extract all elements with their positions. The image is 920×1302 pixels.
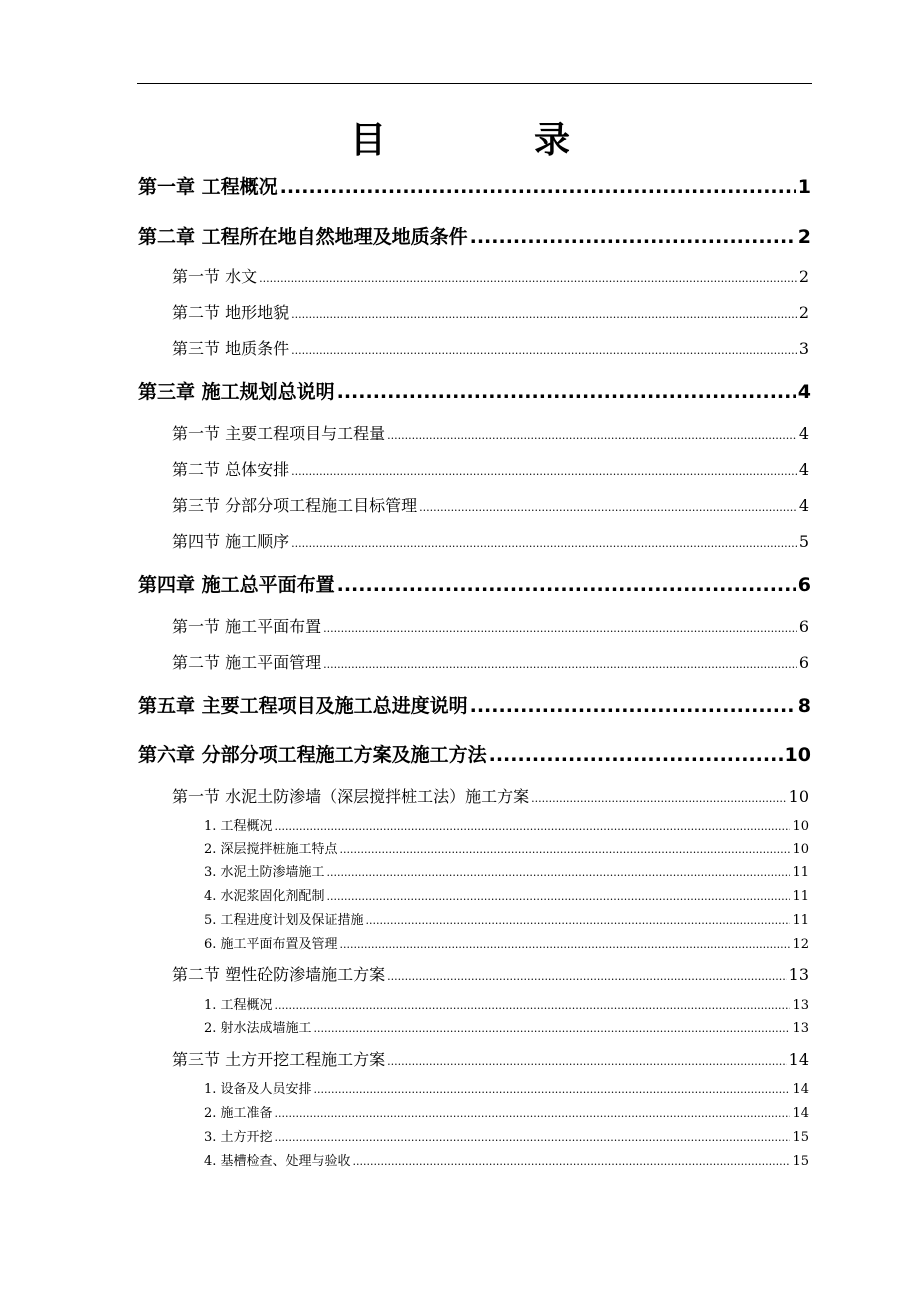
toc-page-number: 1 bbox=[797, 176, 811, 198]
toc-entry-label: 第二节 总体安排 bbox=[172, 460, 290, 479]
toc-entry-subsection[interactable] bbox=[204, 838, 809, 857]
header-rule bbox=[137, 83, 812, 84]
toc-page-number: 6 bbox=[798, 653, 809, 672]
toc-entry-subsection[interactable] bbox=[204, 1078, 809, 1097]
toc-entry-subsection[interactable] bbox=[204, 861, 809, 880]
toc-page-number: 13 bbox=[788, 965, 809, 984]
toc-entry-label: 1. 工程概况 bbox=[204, 819, 273, 834]
toc-entry-subsection[interactable] bbox=[204, 1017, 809, 1036]
toc-leader bbox=[470, 695, 796, 717]
toc-entry-label: 第二节 塑性砼防渗墙施工方案 bbox=[172, 965, 386, 984]
toc-entry-chapter-5[interactable] bbox=[138, 691, 811, 718]
toc-leader bbox=[489, 744, 783, 766]
toc-leader bbox=[327, 890, 791, 903]
toc-entry-section[interactable] bbox=[172, 784, 809, 807]
toc-entry-subsection[interactable] bbox=[204, 885, 809, 904]
toc-entry-subsection[interactable] bbox=[204, 1126, 809, 1145]
toc-page-number: 14 bbox=[792, 1106, 809, 1121]
toc-entry-chapter-4[interactable] bbox=[138, 570, 811, 597]
toc-entry-section[interactable] bbox=[172, 1047, 809, 1070]
toc-leader bbox=[275, 820, 791, 833]
toc-entry-label: 第三节 分部分项工程施工目标管理 bbox=[172, 496, 418, 515]
toc-entry-chapter-2[interactable] bbox=[138, 222, 811, 249]
toc-leader bbox=[291, 465, 797, 478]
toc-entry-subsection[interactable] bbox=[204, 1102, 809, 1121]
toc-entry-label: 3. 水泥土防渗墙施工 bbox=[204, 865, 325, 880]
toc-entry-subsection[interactable] bbox=[204, 994, 809, 1013]
toc-entry-label: 第二章 工程所在地自然地理及地质条件 bbox=[138, 226, 468, 248]
toc-page-number: 11 bbox=[792, 865, 809, 880]
toc-page-number: 11 bbox=[792, 889, 809, 904]
toc-entry-subsection[interactable] bbox=[204, 1150, 809, 1169]
toc-leader bbox=[387, 1055, 787, 1068]
toc-leader bbox=[470, 226, 796, 248]
toc-entry-label: 第五章 主要工程项目及施工总进度说明 bbox=[138, 695, 468, 717]
toc-leader bbox=[275, 1107, 791, 1120]
toc-entry-section[interactable] bbox=[172, 650, 809, 673]
toc-entry-subsection[interactable] bbox=[204, 909, 809, 928]
toc-page-number: 5 bbox=[798, 532, 809, 551]
toc-page-number: 14 bbox=[788, 1050, 809, 1069]
toc-leader bbox=[340, 938, 791, 951]
toc-entry-section[interactable] bbox=[172, 300, 809, 323]
toc-entry-label: 3. 土方开挖 bbox=[204, 1130, 273, 1145]
toc-page-number: 13 bbox=[792, 998, 809, 1013]
toc-entry-section[interactable] bbox=[172, 457, 809, 480]
toc-entry-label: 第四节 施工顺序 bbox=[172, 532, 290, 551]
toc-page-number: 11 bbox=[792, 913, 809, 928]
toc-page-number: 4 bbox=[798, 496, 809, 515]
toc-page-number: 12 bbox=[792, 937, 809, 952]
toc-page-number: 13 bbox=[792, 1021, 809, 1036]
toc-leader bbox=[366, 914, 791, 927]
toc-page-number: 14 bbox=[792, 1082, 809, 1097]
toc-page-number: 8 bbox=[797, 695, 811, 717]
toc-leader bbox=[340, 843, 791, 856]
toc-leader bbox=[353, 1155, 791, 1168]
toc-leader bbox=[387, 970, 787, 983]
toc-page-number: 2 bbox=[798, 303, 809, 322]
toc-entry-label: 5. 工程进度计划及保证措施 bbox=[204, 913, 364, 928]
toc-page-number: 6 bbox=[797, 574, 811, 596]
toc-entry-section[interactable] bbox=[172, 493, 809, 516]
toc-leader bbox=[387, 429, 797, 442]
toc-entry-label: 第一节 主要工程项目与工程量 bbox=[172, 424, 386, 443]
toc-entry-label: 2. 射水法成墙施工 bbox=[204, 1021, 312, 1036]
toc-leader bbox=[275, 1131, 791, 1144]
toc-leader bbox=[291, 537, 797, 550]
toc-leader bbox=[314, 1022, 791, 1035]
toc-leader bbox=[337, 574, 796, 596]
toc-entry-section[interactable] bbox=[172, 421, 809, 444]
toc-entry-label: 1. 工程概况 bbox=[204, 998, 273, 1013]
toc-page-number: 4 bbox=[797, 381, 811, 403]
toc-leader bbox=[419, 501, 797, 514]
toc-entry-label: 第二节 施工平面管理 bbox=[172, 653, 322, 672]
toc-entry-section[interactable] bbox=[172, 529, 809, 552]
toc-leader bbox=[275, 999, 791, 1012]
toc-entry-section[interactable] bbox=[172, 264, 809, 287]
toc-leader bbox=[327, 866, 791, 879]
toc-entry-label: 4. 水泥浆固化剂配制 bbox=[204, 889, 325, 904]
toc-page-number: 10 bbox=[788, 787, 809, 806]
toc-page-number: 10 bbox=[784, 744, 811, 766]
toc-entry-chapter-3[interactable] bbox=[138, 377, 811, 404]
toc-page-number: 15 bbox=[792, 1130, 809, 1145]
toc-entry-section[interactable] bbox=[172, 336, 809, 359]
toc-leader bbox=[314, 1083, 791, 1096]
toc-entry-label: 第三节 土方开挖工程施工方案 bbox=[172, 1050, 386, 1069]
toc-entry-chapter-1[interactable] bbox=[138, 172, 811, 199]
toc-page-number: 2 bbox=[797, 226, 811, 248]
toc-leader bbox=[280, 176, 796, 198]
toc-page-number: 15 bbox=[792, 1154, 809, 1169]
toc-leader bbox=[323, 622, 797, 635]
toc-page-number: 10 bbox=[792, 842, 809, 857]
toc-entry-label: 第二节 地形地貌 bbox=[172, 303, 290, 322]
toc-entry-label: 第四章 施工总平面布置 bbox=[138, 574, 335, 596]
toc-leader bbox=[259, 272, 797, 285]
toc-entry-label: 4. 基槽检查、处理与验收 bbox=[204, 1154, 351, 1169]
toc-entry-label: 第三节 地质条件 bbox=[172, 339, 290, 358]
toc-entry-label: 1. 设备及人员安排 bbox=[204, 1082, 312, 1097]
toc-page-number: 4 bbox=[798, 424, 809, 443]
toc-leader bbox=[291, 308, 797, 321]
toc-entry-label: 第三章 施工规划总说明 bbox=[138, 381, 335, 403]
toc-leader bbox=[337, 381, 796, 403]
toc-entry-label: 2. 深层搅拌桩施工特点 bbox=[204, 842, 338, 857]
toc-page-number: 3 bbox=[798, 339, 809, 358]
toc-entry-subsection[interactable] bbox=[204, 933, 809, 952]
toc-entry-section[interactable] bbox=[172, 614, 809, 637]
toc-entry-label: 2. 施工准备 bbox=[204, 1106, 273, 1121]
toc-page-number: 6 bbox=[798, 617, 809, 636]
toc-entry-label: 第六章 分部分项工程施工方案及施工方法 bbox=[138, 744, 487, 766]
toc-entry-subsection[interactable] bbox=[204, 815, 809, 834]
toc-entry-label: 第一节 水泥土防渗墙（深层搅拌桩工法）施工方案 bbox=[172, 787, 530, 806]
toc-leader bbox=[291, 344, 797, 357]
toc-entry-label: 第一节 施工平面布置 bbox=[172, 617, 322, 636]
toc-page-number: 2 bbox=[798, 267, 809, 286]
toc-entry-label: 第一章 工程概况 bbox=[138, 176, 278, 198]
toc-entry-label: 6. 施工平面布置及管理 bbox=[204, 937, 338, 952]
toc-entry-section[interactable] bbox=[172, 962, 809, 985]
toc-leader bbox=[323, 658, 797, 671]
toc-entry-chapter-6[interactable] bbox=[138, 740, 811, 767]
toc-entry-label: 第一节 水文 bbox=[172, 267, 258, 286]
toc-leader bbox=[531, 792, 787, 805]
toc-title: 目 录 bbox=[349, 119, 626, 161]
toc-page-number: 4 bbox=[798, 460, 809, 479]
toc-page-number: 10 bbox=[792, 819, 809, 834]
